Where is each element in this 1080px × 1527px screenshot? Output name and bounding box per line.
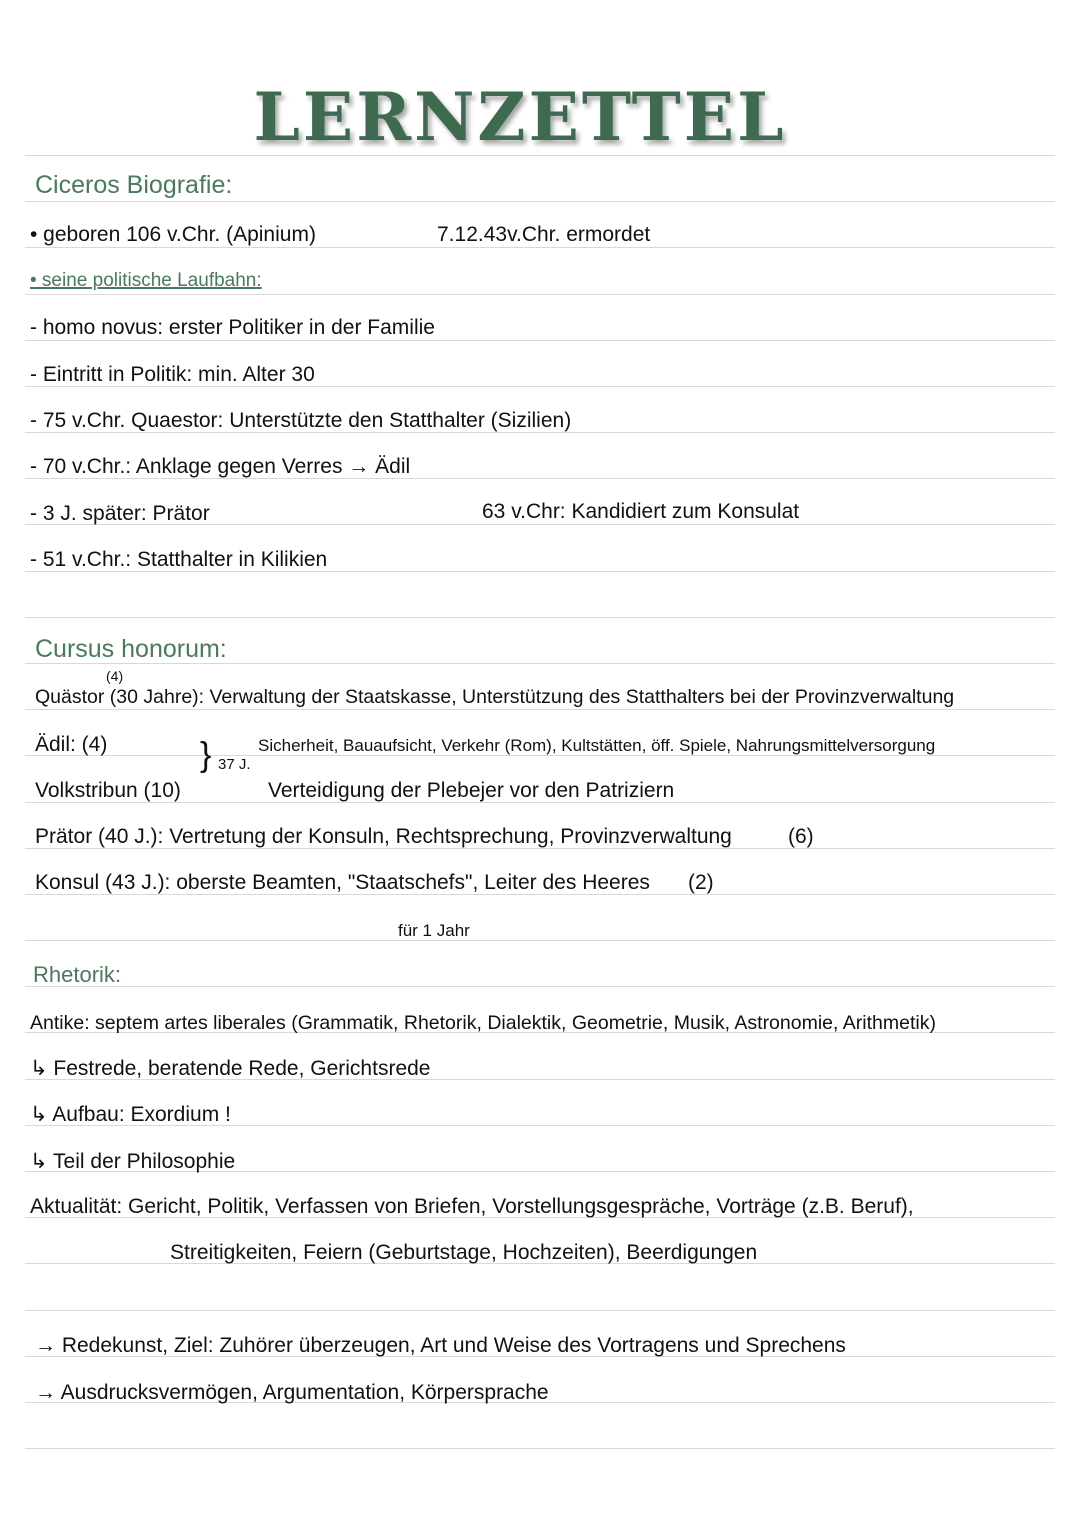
tribun-line: Volkstribun (10): [35, 779, 181, 802]
brace: }: [200, 736, 212, 774]
list-item: - 3 J. später: Prätor: [30, 502, 210, 525]
konsul-count: (2): [688, 871, 714, 894]
rule-line: [25, 986, 1055, 987]
page-title: LERNZETTEL: [253, 78, 787, 156]
section-heading-cursus: Cursus honorum:: [35, 635, 227, 663]
rule-line: [25, 1310, 1055, 1311]
rule-line: [25, 617, 1055, 618]
praetor-count: (6): [788, 825, 814, 848]
rhetorik-sub: ↳ Teil der Philosophie: [30, 1150, 236, 1173]
tribun-description: Verteidigung der Plebejer vor den Patriziern: [268, 779, 675, 802]
konsul-line: Konsul (43 J.): oberste Beamten, "Staatschefs", Leiter des Heeres: [35, 871, 650, 894]
bracket-age: 37 J.: [218, 756, 251, 773]
praetor-line: Prätor (40 J.): Vertretung der Konsuln, Rechtsprechung, Provinzverwaltung: [35, 825, 732, 848]
subheading-laufbahn: • seine politische Laufbahn:: [30, 270, 262, 291]
aedil-description: Sicherheit, Bauaufsicht, Verkehr (Rom), Kultstätten, öff. Spiele, Nahrungsmittelversorgung: [258, 736, 936, 755]
antike-line: Antike: septem artes liberales (Grammatik, Rhetorik, Dialektik, Geometrie, Musik, Astronomie, Arithmetik): [30, 1012, 936, 1034]
summary-line: → Ausdrucksvermögen, Argumentation, Körpersprache: [35, 1381, 549, 1404]
rhetorik-sub: ↳ Aufbau: Exordium !: [30, 1103, 231, 1126]
note-one-year: für 1 Jahr: [398, 921, 470, 940]
list-item: - 51 v.Chr.: Statthalter in Kilikien: [30, 548, 328, 571]
section-heading-rhetorik: Rhetorik:: [33, 962, 122, 987]
rule-line: [25, 940, 1055, 941]
rule-line: [25, 201, 1055, 202]
list-item: - homo novus: erster Politiker in der Familie: [30, 316, 435, 339]
section-heading-biografie: Ciceros Biografie:: [35, 171, 233, 199]
list-item: - Eintritt in Politik: min. Alter 30: [30, 363, 315, 386]
quaestor-line: Quästor (30 Jahre): Verwaltung der Staatskasse, Unterstützung des Statthalters bei der Provinzverwaltung: [35, 686, 955, 708]
rhetorik-sub: ↳ Festrede, beratende Rede, Gerichtsrede: [30, 1057, 431, 1080]
rule-line: [25, 294, 1055, 295]
list-item: - 70 v.Chr.: Anklage gegen Verres → Ädil: [30, 455, 411, 478]
rule-line: [25, 1448, 1055, 1449]
aedil-line: Ädil: (4): [35, 733, 108, 756]
aktualitaet-line: Aktualität: Gericht, Politik, Verfassen von Briefen, Vorstellungsgespräche, Vorträge (z.B. Beruf),: [30, 1195, 914, 1218]
death-line: 7.12.43v.Chr. ermordet: [437, 223, 651, 246]
born-line: • geboren 106 v.Chr. (Apinium): [30, 223, 316, 246]
summary-line: → Redekunst, Ziel: Zuhörer überzeugen, Art und Weise des Vortragens und Sprechens: [35, 1334, 846, 1357]
aktualitaet-line-2: Streitigkeiten, Feiern (Geburtstage, Hochzeiten), Beerdigungen: [170, 1241, 758, 1264]
side-note: 63 v.Chr: Kandidiert zum Konsulat: [482, 500, 800, 523]
quaestor-count: (4): [106, 668, 124, 684]
list-item: - 75 v.Chr. Quaestor: Unterstützte den Statthalter (Sizilien): [30, 409, 572, 432]
rule-line: [25, 663, 1055, 664]
